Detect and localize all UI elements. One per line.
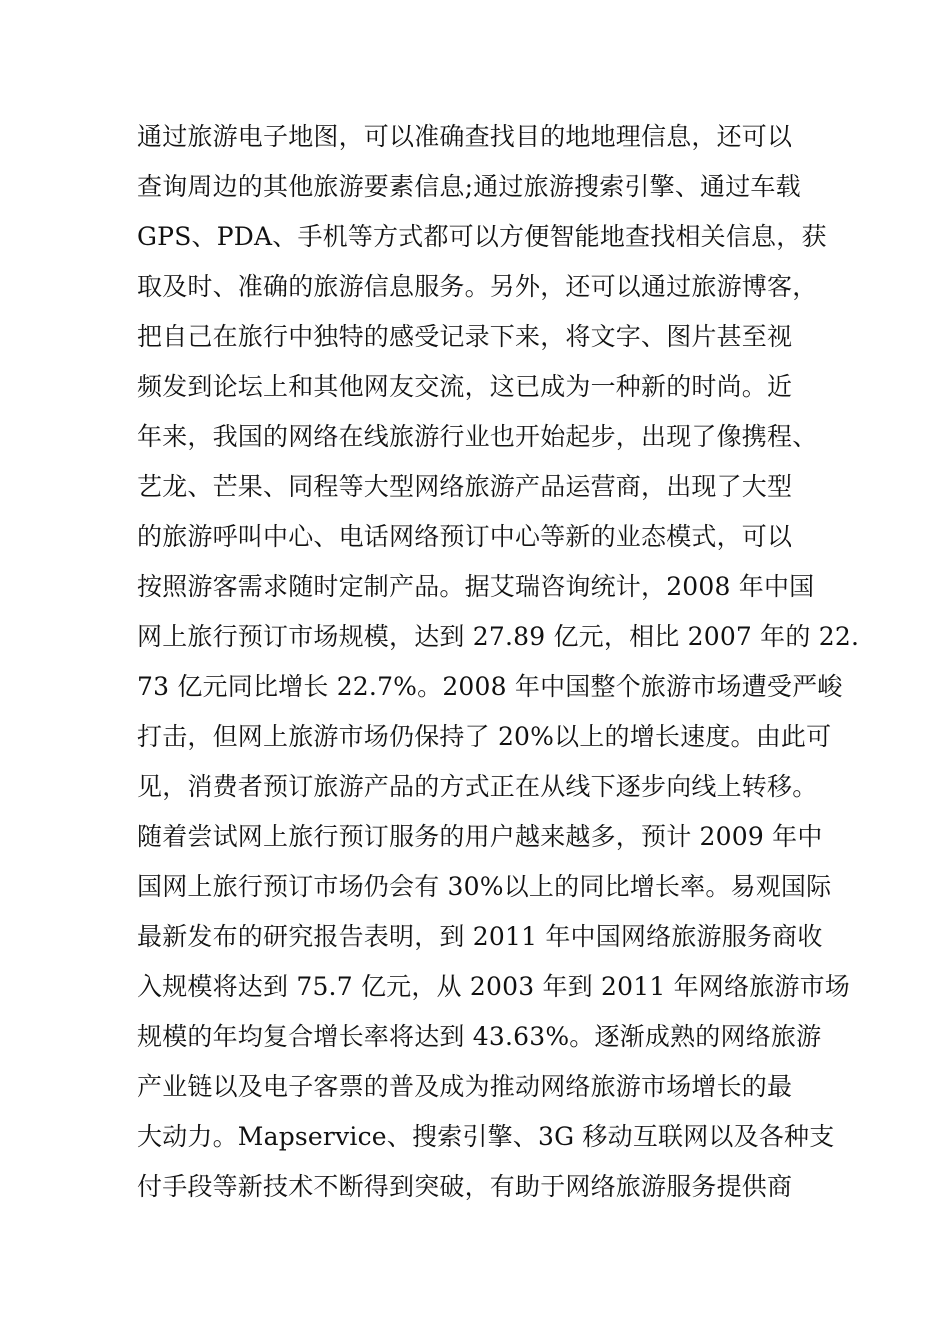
text-line: 取及时、准确的旅游信息服务。另外，还可以通过旅游博客， (137, 272, 818, 301)
text-line: 产业链以及电子客票的普及成为推动网络旅游市场增长的最 (137, 1072, 793, 1101)
text-line: 见，消费者预订旅游产品的方式正在从线下逐步向线上转移。 (137, 772, 818, 801)
text-line: 的旅游呼叫中心、电话网络预订中心等新的业态模式，可以 (137, 522, 793, 551)
text-line: 规模的年均复合增长率将达到 43.63%。逐渐成熟的网络旅游 (137, 1022, 822, 1051)
text-line: 国网上旅行预订市场仍会有 30%以上的同比增长率。易观国际 (137, 872, 832, 901)
text-line: 随着尝试网上旅行预订服务的用户越来越多，预计 2009 年中 (137, 822, 823, 851)
text-line: 按照游客需求随时定制产品。据艾瑞咨询统计，2008 年中国 (137, 572, 815, 601)
text-line: 大动力。Mapservice、搜索引擎、3G 移动互联网以及各种支 (137, 1122, 835, 1151)
text-line: 艺龙、芒果、同程等大型网络旅游产品运营商，出现了大型 (137, 472, 793, 501)
body-paragraph (137, 112, 860, 1212)
text-line: 通过旅游电子地图，可以准确查找目的地地理信息，还可以 (137, 122, 793, 151)
text-line: 查询周边的其他旅游要素信息;通过旅游搜索引擎、通过车载 (137, 172, 801, 201)
text-line: GPS、PDA、手机等方式都可以方便智能地查找相关信息，获 (137, 222, 827, 251)
text-line: 网上旅行预订市场规模，达到 27.89 亿元，相比 2007 年的 22. (137, 622, 860, 651)
text-line: 把自己在旅行中独特的感受记录下来，将文字、图片甚至视 (137, 322, 793, 351)
text-line: 频发到论坛上和其他网友交流，这已成为一种新的时尚。近 (137, 372, 793, 401)
text-line: 73 亿元同比增长 22.7%。2008 年中国整个旅游市场遭受严峻 (137, 672, 843, 701)
text-line: 最新发布的研究报告表明，到 2011 年中国网络旅游服务商收 (137, 922, 823, 951)
text-line: 入规模将达到 75.7 亿元，从 2003 年到 2011 年网络旅游市场 (137, 972, 850, 1001)
text-line: 年来，我国的网络在线旅游行业也开始起步，出现了像携程、 (137, 422, 818, 451)
text-line: 打击，但网上旅游市场仍保持了 20%以上的增长速度。由此可 (137, 722, 832, 751)
text-line: 付手段等新技术不断得到突破，有助于网络旅游服务提供商 (137, 1172, 793, 1201)
